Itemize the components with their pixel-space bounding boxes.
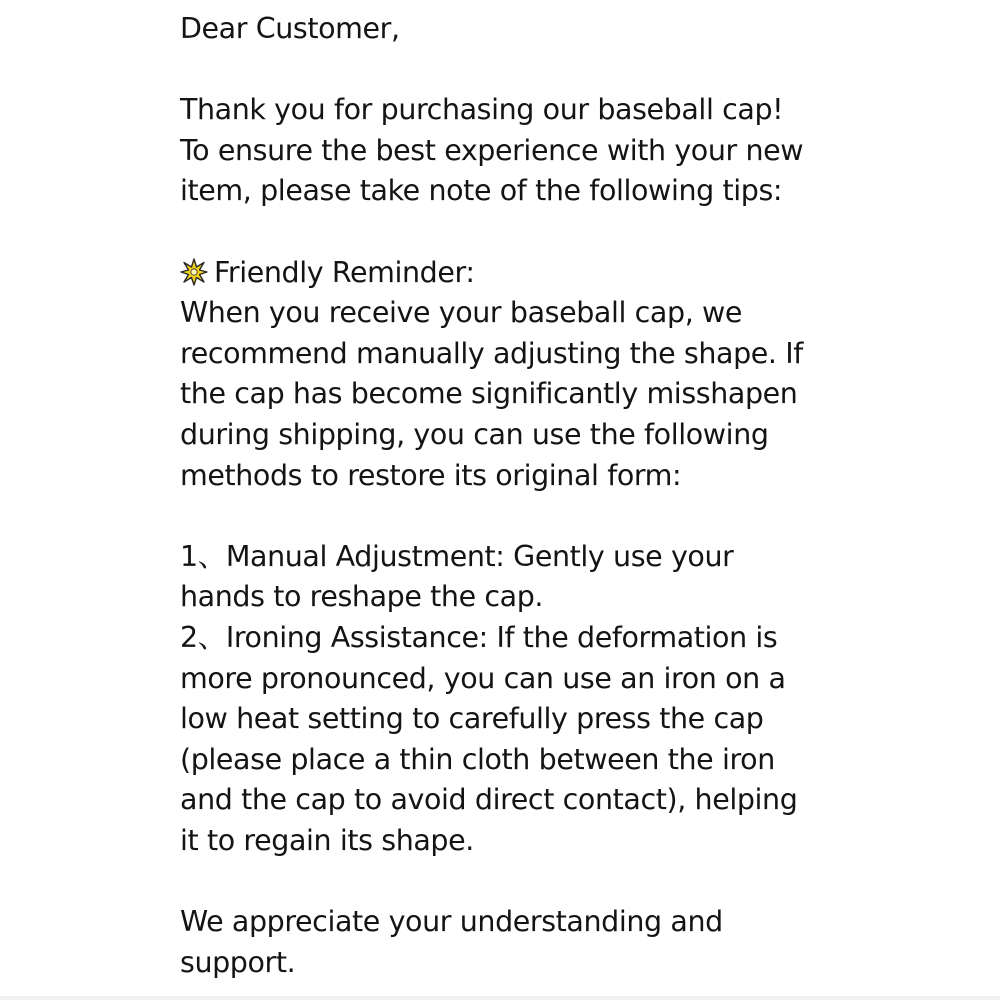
step-line: more pronounced, you can use an iron on a [180, 661, 786, 695]
intro-line: Thank you for purchasing our baseball cap! [180, 93, 784, 127]
reminder-line: When you receive your baseball cap, we [180, 296, 743, 330]
reminder-line: the cap has become significantly misshapen [180, 377, 798, 411]
step-line: 2、Ironing Assistance: If the deformation is [180, 620, 778, 654]
step-line: and the cap to avoid direct contact), helping [180, 783, 798, 817]
step-line: it to regain its shape. [180, 823, 474, 857]
blank-line [180, 212, 980, 253]
blank-line [180, 496, 980, 537]
reminder-line: recommend manually adjusting the shape. If [180, 336, 803, 370]
blank-line [180, 861, 980, 902]
step-line: (please place a thin cloth between the iron [180, 742, 775, 776]
reminder-heading-line [180, 253, 980, 294]
step-line: hands to reshape the cap. [180, 580, 544, 614]
sparkle-icon [180, 258, 208, 286]
intro-line: To ensure the best experience with your new [180, 133, 804, 167]
closing-line: We appreciate your understanding and [180, 905, 723, 939]
intro-line: item, please take note of the following tips: [180, 174, 783, 208]
reminder-heading: Friendly Reminder: [214, 255, 475, 289]
bottom-divider [0, 996, 1000, 1000]
greeting: Dear Customer, [180, 12, 400, 45]
customer-letter [180, 9, 980, 983]
reminder-line: during shipping, you can use the following [180, 417, 769, 451]
step-line: 1、Manual Adjustment: Gently use your [180, 539, 734, 573]
closing-line: support. [180, 945, 296, 979]
step-line: low heat setting to carefully press the cap [180, 702, 764, 736]
blank-line [180, 50, 980, 91]
reminder-line: methods to restore its original form: [180, 458, 682, 492]
